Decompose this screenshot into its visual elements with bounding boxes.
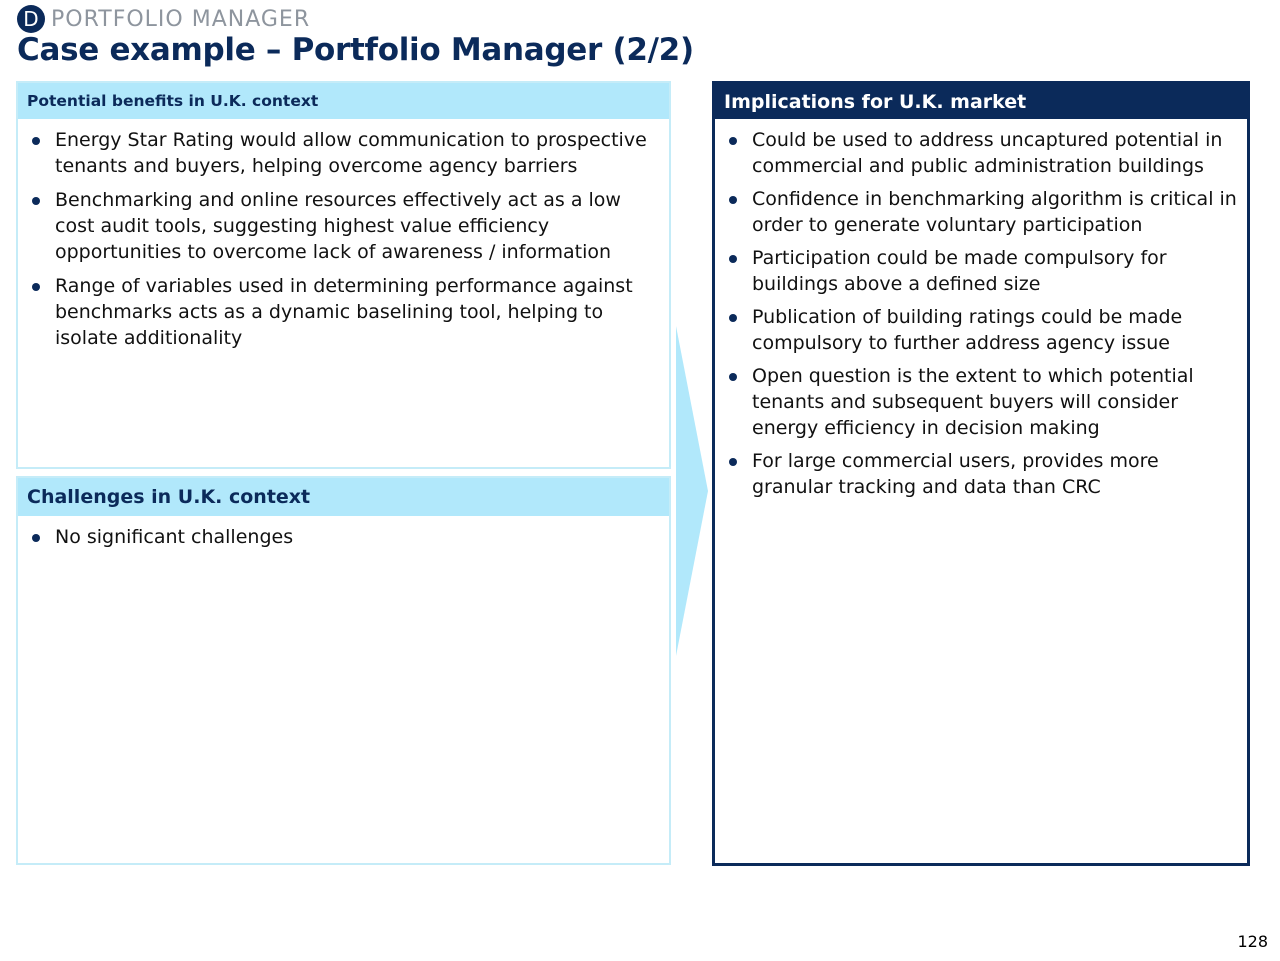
implications-heading: Implications for U.K. market — [715, 84, 1247, 119]
benefits-list — [18, 119, 669, 351]
implications-panel — [712, 81, 1250, 866]
list-item: Participation could be made compulsory for buildings above a defined size — [725, 245, 1237, 297]
challenges-panel — [16, 476, 671, 865]
list-item: Could be used to address uncaptured potential in commercial and public administration buildings — [725, 127, 1237, 179]
implications-list — [715, 119, 1247, 500]
page-number: 128 — [1237, 932, 1268, 951]
list-item: Benchmarking and online resources effectively act as a low cost audit tools, suggesting highest value efficiency opportunities to overcome lack of awareness / information — [28, 187, 657, 265]
section-badge: D — [17, 5, 45, 33]
benefits-panel — [16, 81, 671, 469]
section-label: PORTFOLIO MANAGER — [51, 6, 311, 32]
list-item: Publication of building ratings could be made compulsory to further address agency issue — [725, 304, 1237, 356]
list-item: For large commercial users, provides more granular tracking and data than CRC — [725, 448, 1237, 500]
list-item: No significant challenges — [28, 524, 657, 550]
benefits-heading: Potential benefits in U.K. context — [18, 83, 669, 119]
challenges-heading: Challenges in U.K. context — [18, 478, 669, 516]
chevron-right-icon — [676, 326, 708, 656]
challenges-list — [18, 516, 669, 550]
list-item: Energy Star Rating would allow communication to prospective tenants and buyers, helping overcome agency barriers — [28, 127, 657, 179]
list-item: Open question is the extent to which potential tenants and subsequent buyers will consider energy efficiency in decision making — [725, 363, 1237, 441]
section-header — [17, 4, 310, 34]
list-item: Confidence in benchmarking algorithm is critical in order to generate voluntary participation — [725, 186, 1237, 238]
list-item: Range of variables used in determining performance against benchmarks acts as a dynamic baselining tool, helping to isolate additionality — [28, 273, 657, 351]
page-title: Case example – Portfolio Manager (2/2) — [17, 32, 694, 68]
